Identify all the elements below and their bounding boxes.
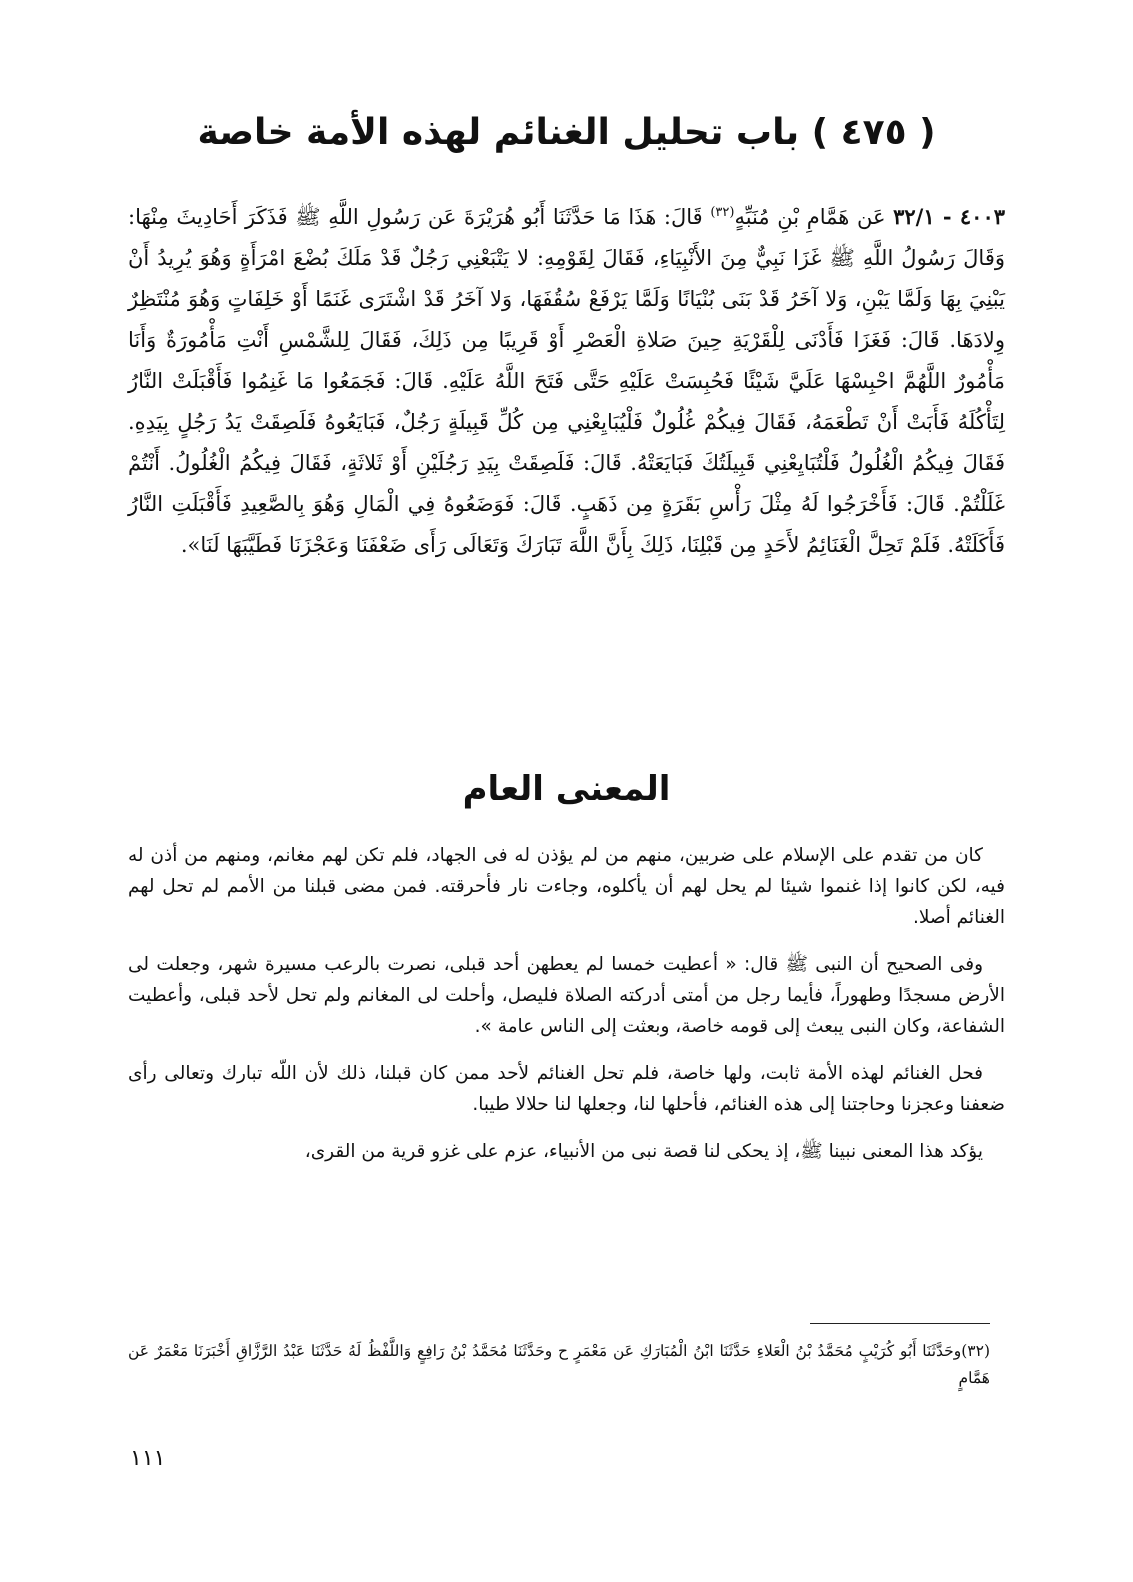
footnote-reference: (٣٢) bbox=[710, 205, 735, 220]
commentary-paragraph: كان من تقدم على الإسلام على ضربين، منهم من لم يؤذن له فى الجهاد، فلم تكن لهم مغانم، ومنهم من أذن له فيه، لكن كانوا إذا غنموا شيئا لم يحل لهم أن يأكلوه، وجاءت نار فأحرقته. فمن مضى قبلنا من الأمم لم تحل لهم الغنائم أصلا. bbox=[128, 845, 1005, 928]
section-title: المعنى العام bbox=[462, 769, 671, 809]
commentary-paragraph: فحل الغنائم لهذه الأمة ثابت، ولها خاصة، فلم تحل الغنائم لأحد ممن كان قبلنا، ذلك لأن اللّه تبارك وتعالى رأى ضعفنا وعجزنا وحاجتنا إلى هذه الغنائم، فأحلها لنا، وجعلها لنا حلالا طيبا. bbox=[128, 1063, 1005, 1115]
commentary-paragraph: يؤكد هذا المعنى نبينا ﷺ، إذ يحكى لنا قصة نبى من الأنبياء، عزم على غزو قرية من القرى، bbox=[304, 1141, 983, 1162]
hadith-body: قَالَ: هَذَا مَا حَدَّثَنَا أَبُو هُرَيْرَةَ عَن رَسُولِ اللَّهِ ﷺ فَذَكَرَ أَحَادِيثَ مِنْهَا: وَقَالَ رَسُولُ اللَّهِ ﷺ غَزَا نَبِيٌّ مِنَ الأَنْبِيَاءِ، فَقَالَ لِقَوْمِهِ: لا يَتْبَعْنِي رَجُلٌ قَدْ مَلَكَ بُضْعَ امْرَأَةٍ وَهُوَ يُرِيدُ أَنْ يَبْنِيَ بِهَا وَلَمَّا يَبْنِ، وَلا آخَرُ قَدْ بَنَى بُنْيَانًا وَلَمَّا يَرْفَعْ سُقُفَهَا، وَلا آخَرُ قَدْ اشْتَرَى غَنَمًا أَوْ خَلِفَاتٍ وَهُوَ مُنْتَظِرٌ وِلادَهَا. قَالَ: فَغَزَا فَأَدْنَى لِلْقَرْيَةِ حِينَ صَلاةِ الْعَصْرِ أَوْ قَرِيبًا مِن ذَلِكَ، فَقَالَ لِلشَّمْسِ أَنْتِ مَأْمُورَةٌ وَأَنَا مَأْمُورٌ اللَّهُمَّ احْبِسْهَا عَلَيَّ شَيْئًا فَحُبِسَتْ عَلَيْهِ حَتَّى فَتَحَ اللَّهُ عَلَيْهِ. قَالَ: فَجَمَعُوا مَا غَنِمُوا فَأَقْبَلَتْ النَّارُ لِتَأْكُلَهُ فَأَبَتْ أَنْ تَطْعَمَهُ، فَقَالَ فِيكُمْ غُلُولٌ فَلْيُبَايِعْنِي مِن كُلِّ قَبِيلَةٍ رَجُلٌ، فَبَايَعُوهُ فَلَصِقَتْ يَدُ رَجُلٍ بِيَدِهِ. فَقَالَ فِيكُمُ الْغُلُولُ فَلْتُبَايِعْنِي قَبِيلَتُكَ فَبَايَعَتْهُ. قَالَ: فَلَصِقَتْ بِيَدِ رَجُلَيْنِ أَوْ ثَلاثَةٍ، فَقَالَ فِيكُمُ الْغُلُولُ. أَنْتُمْ غَلَلْتُمْ. قَالَ: فَأَخْرَجُوا لَهُ مِثْلَ رَأْسِ بَقَرَةٍ مِن ذَهَبٍ. قَالَ: فَوَضَعُوهُ فِي الْمَالِ وَهُوَ بِالصَّعِيدِ فَأَقْبَلَتِ النَّارُ فَأَكَلَتْهُ. فَلَمْ تَحِلَّ الْغَنَائِمُ لأَحَدٍ مِن قَبْلِنَا، ذَلِكَ بِأَنَّ اللَّهَ تَبَارَكَ وَتَعَالَى رَأَى ضَعْفَنَا وَعَجْزَنَا فَطَيَّبَهَا لَنَا». bbox=[128, 205, 1005, 557]
commentary bbox=[128, 840, 1005, 1183]
hadith-intro: عَن هَمَّامِ بْنِ مُنَبِّهٍ bbox=[734, 205, 886, 229]
chapter-title: ( ٤٧٥ ) باب تحليل الغنائم لهذه الأمة خاصة bbox=[197, 112, 936, 153]
hadith-number: ٤٠٠٣ - ٣٢/١ bbox=[893, 204, 1006, 229]
footnote-divider bbox=[810, 1323, 990, 1324]
commentary-paragraph: وفى الصحيح أن النبى ﷺ قال: « أعطيت خمسا لم يعطهن أحد قبلى، نصرت بالرعب مسيرة شهر، وجعلت لى الأرض مسجدًا وطهوراً، فأيما رجل من أمتى أدركته الصلاة فليصل، وأحلت لى المغانم ولم تحل لأحد قبلى، وأعطيت الشفاعة، وكان النبى يبعث إلى قومه خاصة، وبعثت إلى الناس عامة ». bbox=[128, 954, 1005, 1037]
footnote: (٣٢)وحَدَّثَنَا أَبُو كُرَيْبٍ مُحَمَّدُ بْنُ الْعَلاءِ حَدَّثَنَا ابْنُ الْمُبَارَكِ عَن مَعْمَرٍ ح وحَدَّثَنَا مُحَمَّدُ بْنُ رَافِعٍ وَاللَّفْظُ لَهُ حَدَّثَنَا عَبْدُ الرَّزَّاقِ أَخْبَرَنَا مَعْمَرٌ عَن هَمَّامٍ bbox=[128, 1342, 990, 1387]
hadith-text bbox=[128, 196, 1005, 566]
page-number: ١١١ bbox=[130, 1446, 166, 1471]
